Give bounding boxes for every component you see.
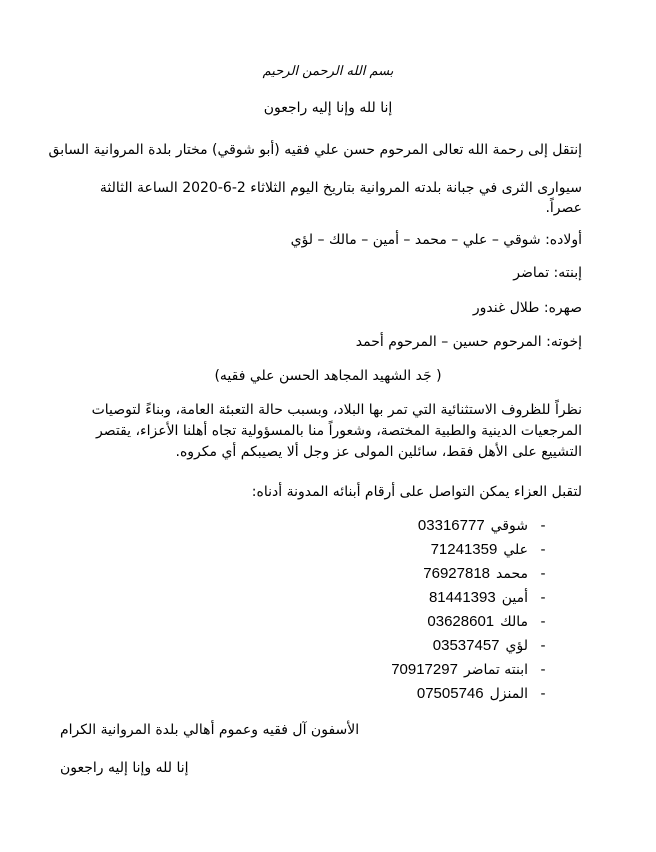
contact-name: أمين	[501, 590, 528, 606]
intro-verse: إنا لله وإنا إليه راجعون	[263, 100, 393, 116]
contact-number: 76927818	[423, 565, 491, 582]
contacts-list	[391, 514, 558, 706]
sons-line: أولاده: شوقي – علي – محمد – أمين – مالك – لؤي	[290, 232, 582, 248]
bullet-dash: -	[540, 686, 546, 702]
contact-name: شوقي	[490, 518, 528, 534]
contact-item	[391, 538, 558, 562]
contact-name: ابنته تماضر	[463, 662, 528, 678]
contact-number: 71241359	[430, 541, 498, 558]
contacts-intro: لتقبل العزاء يمكن التواصل على أرقام أبنائه المدونة أدناه:	[251, 484, 582, 500]
bullet-dash: -	[540, 590, 546, 606]
footer-mourners: الأسفون آل فقيه وعموم أهالي بلدة المروانية الكرام	[60, 722, 360, 738]
basmala-header: بسم الله الرحمن الرحيم	[262, 64, 394, 79]
funeral-notice-paragraph: نظراً للظروف الاستثنائية التي تمر بها البلاد، وبسبب حالة التعبئة العامة، وبناءً لتوصيات المرجعيات الدينية والطبية المختصة، وشعوراً منا بالمسؤولية تجاه أهلنا الأعزاء، يقتصر التشييع على الأهل فقط، سائلين المولى عز وجل ألا يصيبكم أي مكروه.	[91, 402, 582, 460]
contact-name: علي	[503, 542, 528, 558]
bullet-dash: -	[540, 614, 546, 630]
contact-item	[391, 562, 558, 586]
contact-item	[391, 586, 558, 610]
contact-number: 81441393	[428, 589, 496, 606]
contact-number: 03537457	[432, 637, 500, 654]
contact-item	[391, 610, 558, 634]
daughter-line: إبنته: تماضر	[513, 265, 582, 281]
bullet-dash: -	[540, 566, 546, 582]
contact-number: 70917297	[391, 661, 458, 678]
contact-name: مالك	[500, 614, 528, 630]
contact-name: المنزل	[489, 686, 528, 702]
contact-name: محمد	[496, 566, 528, 582]
announcement-line-3: عصراً.	[545, 200, 582, 216]
contact-item	[391, 514, 558, 538]
contact-number: 07505746	[416, 685, 484, 702]
announcement-line-2: سيوارى الثرى في جبانة بلدته المروانية بتاريخ اليوم الثلاثاء 2-6-2020 الساعة الثالثة	[99, 180, 582, 196]
bullet-dash: -	[540, 542, 546, 558]
son-in-law-line: صهره: طلال غندور	[472, 300, 582, 316]
contact-item	[391, 658, 558, 682]
bullet-dash: -	[540, 638, 546, 654]
contact-item	[391, 634, 558, 658]
announcement-line-1: إنتقل إلى رحمة الله تعالى المرحوم حسن علي فقيه (أبو شوقي) مختار بلدة المروانية السابق	[48, 142, 582, 158]
brothers-line: إخوته: المرحوم حسين – المرحوم أحمد	[355, 334, 582, 350]
bullet-dash: -	[540, 518, 546, 534]
grandfather-note: ( جَد الشهيد المجاهد الحسن علي فقيه)	[214, 368, 442, 384]
contact-name: لؤي	[505, 638, 528, 654]
footer-closing: إنا لله وإنا إليه راجعون	[60, 760, 189, 776]
bullet-dash: -	[540, 662, 546, 678]
contact-number: 03316777	[417, 517, 485, 534]
contact-number: 03628601	[427, 613, 495, 630]
contact-item	[391, 682, 558, 706]
